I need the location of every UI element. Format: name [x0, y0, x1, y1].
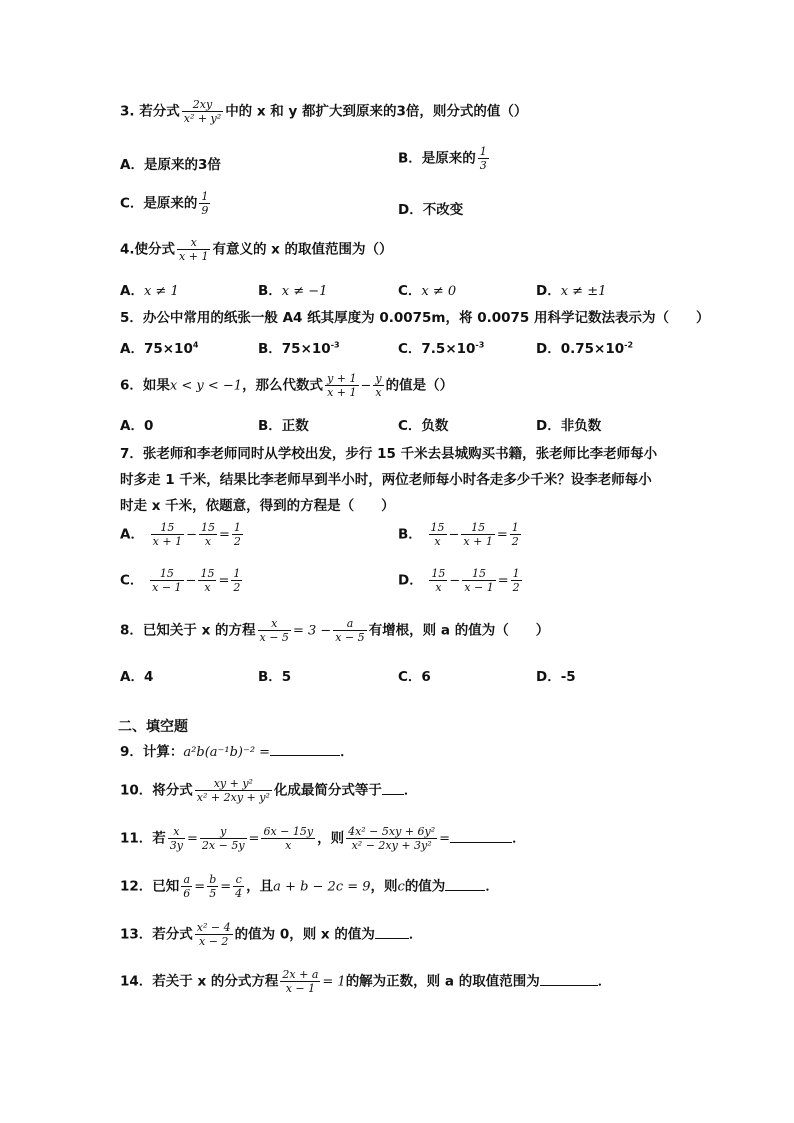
q3-frac-num: 2xy — [182, 98, 223, 112]
q6-option-b[interactable]: B．正数 — [258, 418, 309, 434]
frac-den: x + 1 — [152, 535, 183, 548]
frac-num: c — [233, 873, 244, 887]
frac-num: 1 — [479, 145, 487, 158]
question-4 — [120, 236, 393, 263]
frac-num: 15 — [431, 567, 446, 580]
equals-sign: = — [187, 831, 198, 847]
frac-den: x + 1 — [463, 535, 493, 548]
frac-den: x − 1 — [464, 581, 494, 594]
frac-den: 2 — [233, 581, 241, 594]
q8-option-b[interactable]: B．5 — [258, 669, 292, 685]
frac — [232, 521, 243, 548]
q3-option-c-frac — [199, 190, 210, 217]
equals-sign: = — [439, 831, 451, 847]
frac-num: y — [375, 372, 382, 385]
q8-option-d[interactable]: D．-5 — [536, 669, 576, 685]
minus-sign: − — [449, 573, 461, 589]
q4-option-c[interactable]: C．x ≠ 0 — [398, 283, 457, 299]
q7-option-d[interactable] — [398, 567, 524, 594]
q6-suffix: 的值是（） — [385, 377, 454, 394]
frac-num: 6x − 15y — [263, 825, 314, 838]
minus-sign: − — [185, 573, 197, 589]
frac-num: xy + y² — [195, 777, 272, 791]
q4-number: 4. — [120, 241, 135, 258]
frac-den: 2 — [233, 535, 241, 548]
q12-fraction-3 — [233, 873, 244, 900]
q8-prefix: 8．已知关于 x 的方程 — [120, 622, 256, 639]
question-9 — [120, 740, 354, 760]
frac-den: 2x − 5y — [201, 839, 245, 852]
option-base: D．0.75×10 — [536, 341, 625, 357]
q9-end: ． — [340, 744, 354, 760]
q3-option-c[interactable] — [120, 190, 212, 217]
frac — [150, 567, 183, 594]
frac-den: x − 5 — [259, 631, 289, 644]
frac-den: x − 2 — [199, 935, 229, 948]
frac-num: a — [181, 873, 192, 887]
q4-suffix: 有意义的 x 的取值范围为（） — [212, 241, 393, 258]
question-7-line-3: 时走 x 千米，依题意，得到的方程是（ ） — [120, 498, 395, 514]
q6-fraction-2 — [373, 372, 383, 399]
q7-option-a[interactable] — [120, 521, 245, 548]
option-exponent: -3 — [330, 340, 340, 350]
q8-equation: = 3 − — [292, 623, 332, 639]
q13-prefix: 13．若分式 — [120, 926, 193, 943]
question-8 — [120, 617, 549, 644]
frac-den: x − 1 — [152, 581, 182, 594]
q6-middle: ，那么代数式 — [242, 377, 324, 394]
question-5: 5．办公中常用的纸张一般 A4 纸其厚度为 0.0075m，将 0.0075 用科学记数法表示为（ ） — [120, 310, 710, 326]
equals-sign: = — [220, 879, 232, 895]
q9-answer-blank[interactable] — [270, 743, 340, 756]
q11-answer-blank[interactable] — [450, 830, 512, 843]
section-heading: 二、填空题 — [118, 719, 188, 735]
frac-num: 1 — [233, 521, 241, 534]
q14-answer-blank[interactable] — [540, 973, 598, 986]
frac-num: 15 — [200, 521, 215, 534]
frac — [510, 521, 521, 548]
q12-middle-2: ，则 — [370, 878, 398, 895]
q12-condition: a + b − 2c = 9 — [273, 879, 371, 895]
question-14 — [120, 968, 611, 995]
q14-fraction — [280, 968, 320, 995]
q3-frac-den: x² + y² — [183, 112, 222, 125]
q3-option-d[interactable]: D．不改变 — [398, 202, 464, 218]
q3-number: 3. — [120, 103, 135, 120]
frac-den: x — [204, 535, 212, 548]
frac-num: x — [168, 825, 185, 839]
frac — [231, 567, 242, 594]
q8-option-a[interactable]: A．4 — [120, 669, 154, 685]
equals-sign: = — [248, 831, 260, 847]
q13-fraction — [195, 921, 233, 948]
q3-option-c-text: C．是原来的 — [120, 195, 198, 212]
frac-num: 2x + a — [282, 968, 319, 981]
frac-den: x — [435, 581, 442, 594]
q11-fraction-3 — [261, 825, 315, 852]
q14-equation: = 1 — [322, 974, 346, 990]
q3-option-b[interactable] — [398, 145, 491, 172]
frac — [429, 521, 447, 548]
frac-den: x − 1 — [285, 982, 316, 995]
frac-den: 6 — [183, 887, 191, 900]
q4-option-c-expr: x ≠ 0 — [421, 284, 457, 299]
q8-fraction-1 — [258, 617, 291, 644]
q10-suffix: 化成最简分式等于 — [273, 782, 382, 799]
frac-num: x² − 4 — [196, 921, 231, 934]
frac-num: 4x² − 5xy + 6y² — [348, 825, 436, 838]
frac — [429, 567, 447, 594]
frac — [198, 567, 216, 594]
frac-den: 2 — [512, 581, 520, 594]
frac-den: 5 — [209, 887, 217, 900]
q13-end: ． — [408, 926, 423, 943]
q11-fraction-2 — [200, 825, 247, 852]
frac-num: 15 — [200, 567, 215, 580]
q11-end: ． — [512, 830, 526, 847]
question-7-line-1: 7．张老师和李老师同时从学校出发，步行 15 千米去县城购买书籍，张老师比李老师每小 — [120, 446, 658, 462]
q8-option-c[interactable]: C．6 — [398, 669, 431, 685]
q13-suffix: 的值为 0，则 x 的值为 — [234, 926, 375, 943]
q12-fraction-1 — [181, 873, 192, 900]
q10-prefix: 10．将分式 — [120, 782, 193, 799]
q5-option-b[interactable] — [258, 337, 340, 357]
option-exponent: 4 — [192, 340, 199, 350]
option-label: D． — [398, 572, 423, 589]
question-12 — [120, 873, 499, 900]
q4-option-b[interactable]: B．x ≠ −1 — [258, 283, 328, 299]
frac-den: 4 — [235, 887, 243, 900]
q3-prefix: 若分式 — [139, 103, 180, 120]
frac-den: 2 — [511, 535, 519, 548]
q12-fraction-2 — [207, 873, 218, 900]
frac-den: x — [434, 535, 441, 548]
q12-answer-blank[interactable] — [445, 878, 485, 891]
q7-option-c[interactable] — [120, 567, 244, 594]
q4-option-d-expr: x ≠ ±1 — [560, 284, 607, 299]
q3-option-b-text: B．是原来的 — [398, 150, 476, 167]
q5-option-d[interactable] — [536, 337, 633, 357]
frac-den: 9 — [201, 204, 209, 217]
q8-fraction-2 — [333, 617, 366, 644]
frac-num: 1 — [511, 521, 519, 534]
q14-end: ． — [597, 973, 612, 990]
question-7-line-2: 时多走 1 千米，结果比李老师早到半小时，两位老师每小时各走多少千米？设李老师每小 — [120, 472, 652, 488]
q12-suffix: 的值为 — [404, 878, 446, 895]
option-base: C．7.5×10 — [398, 341, 476, 357]
frac-num: b — [209, 873, 217, 886]
frac-den: x + 1 — [179, 250, 209, 263]
q4-fraction — [177, 236, 210, 263]
frac-num: 1 — [201, 190, 209, 203]
frac-den: x + 1 — [327, 386, 357, 399]
frac-num: a — [333, 617, 366, 631]
q10-answer-blank[interactable] — [382, 782, 404, 795]
equals-sign: = — [497, 573, 509, 589]
q7-option-b[interactable] — [398, 521, 523, 548]
frac-num: y — [200, 825, 247, 839]
q9-expression: a²b(a⁻¹b)⁻² = — [183, 745, 271, 760]
q6-option-c[interactable]: C．负数 — [398, 418, 449, 434]
frac — [461, 521, 494, 548]
q3-option-b-frac — [478, 145, 489, 172]
frac-den: x² + 2xy + y² — [196, 791, 270, 804]
q10-fraction — [195, 777, 272, 804]
frac-num: 1 — [233, 567, 241, 580]
option-base: A．75×10 — [120, 341, 193, 357]
q3-suffix: 中的 x 和 y 都扩大到原来的3倍，则分式的值（） — [225, 103, 528, 120]
q12-variable: c — [397, 879, 405, 895]
question-11 — [120, 825, 526, 852]
frac-num: 1 — [512, 567, 520, 580]
frac-den: x — [204, 581, 211, 594]
frac-den: x — [285, 839, 292, 852]
q6-option-a[interactable]: A．0 — [120, 418, 154, 434]
frac-den: 3 — [479, 159, 487, 172]
q11-fraction-4 — [346, 825, 437, 852]
option-label: B． — [398, 526, 422, 543]
question-3 — [120, 98, 527, 125]
question-10 — [120, 777, 417, 804]
frac — [511, 567, 522, 594]
q3-fraction — [182, 98, 223, 125]
option-exponent: -3 — [475, 340, 485, 350]
frac-num: 15 — [151, 521, 184, 535]
equals-sign: = — [218, 527, 230, 543]
q4-prefix: 使分式 — [134, 241, 176, 258]
q4-option-b-expr: x ≠ −1 — [281, 284, 328, 299]
frac-den: 3y — [169, 839, 184, 852]
frac-den: x — [375, 386, 382, 399]
q6-prefix: 6．如果 — [120, 377, 170, 394]
q6-fraction-1 — [325, 372, 358, 399]
minus-sign: − — [448, 527, 460, 543]
q3-option-a[interactable]: A．是原来的3倍 — [120, 157, 221, 173]
frac-den: x² − 2xy + 3y² — [351, 839, 432, 852]
q6-condition: x < y < −1 — [169, 378, 243, 394]
q12-prefix: 12．已知 — [120, 878, 180, 895]
frac — [462, 567, 495, 594]
question-13 — [120, 921, 422, 948]
frac-num: 15 — [462, 567, 495, 581]
q8-suffix: 有增根，则 a 的值为（ ） — [368, 622, 550, 639]
option-label: A． — [120, 526, 144, 543]
option-exponent: -2 — [624, 340, 634, 350]
q5-option-c[interactable] — [398, 337, 484, 357]
q6-option-d[interactable]: D．非负数 — [536, 418, 602, 434]
q11-prefix: 11．若 — [120, 830, 166, 847]
q13-answer-blank[interactable] — [375, 926, 409, 939]
q12-middle: ，且 — [246, 878, 274, 895]
q5-option-a[interactable] — [120, 337, 198, 357]
q11-middle: ，则 — [317, 830, 345, 847]
equals-sign: = — [218, 573, 230, 589]
q11-fraction-1 — [168, 825, 185, 852]
frac-den: x − 5 — [335, 631, 365, 644]
q4-option-d[interactable]: D．x ≠ ±1 — [536, 283, 607, 299]
frac-num: 15 — [430, 521, 445, 534]
frac-num: x — [177, 236, 210, 250]
frac-num: 15 — [461, 521, 494, 535]
q4-option-a-expr: x ≠ 1 — [143, 284, 179, 299]
q10-end: ． — [403, 782, 418, 799]
q6-minus: − — [360, 378, 372, 394]
minus-sign: − — [186, 527, 197, 543]
equals-sign: = — [496, 527, 508, 543]
q9-prefix: 9．计算： — [120, 744, 184, 760]
frac-num: 15 — [150, 567, 183, 581]
question-6 — [120, 372, 453, 399]
frac-num: y + 1 — [327, 372, 357, 385]
q4-option-a[interactable]: A．x ≠ 1 — [120, 283, 179, 299]
equals-sign: = — [194, 879, 206, 895]
q14-prefix: 14．若关于 x 的分式方程 — [120, 973, 279, 990]
frac — [151, 521, 184, 548]
option-label: C． — [120, 572, 144, 589]
frac — [199, 521, 217, 548]
frac-num: x — [258, 617, 291, 631]
option-base: B．75×10 — [258, 341, 331, 357]
q12-end: ． — [485, 878, 499, 895]
q14-suffix: 的解为正数，则 a 的取值范围为 — [345, 973, 540, 990]
